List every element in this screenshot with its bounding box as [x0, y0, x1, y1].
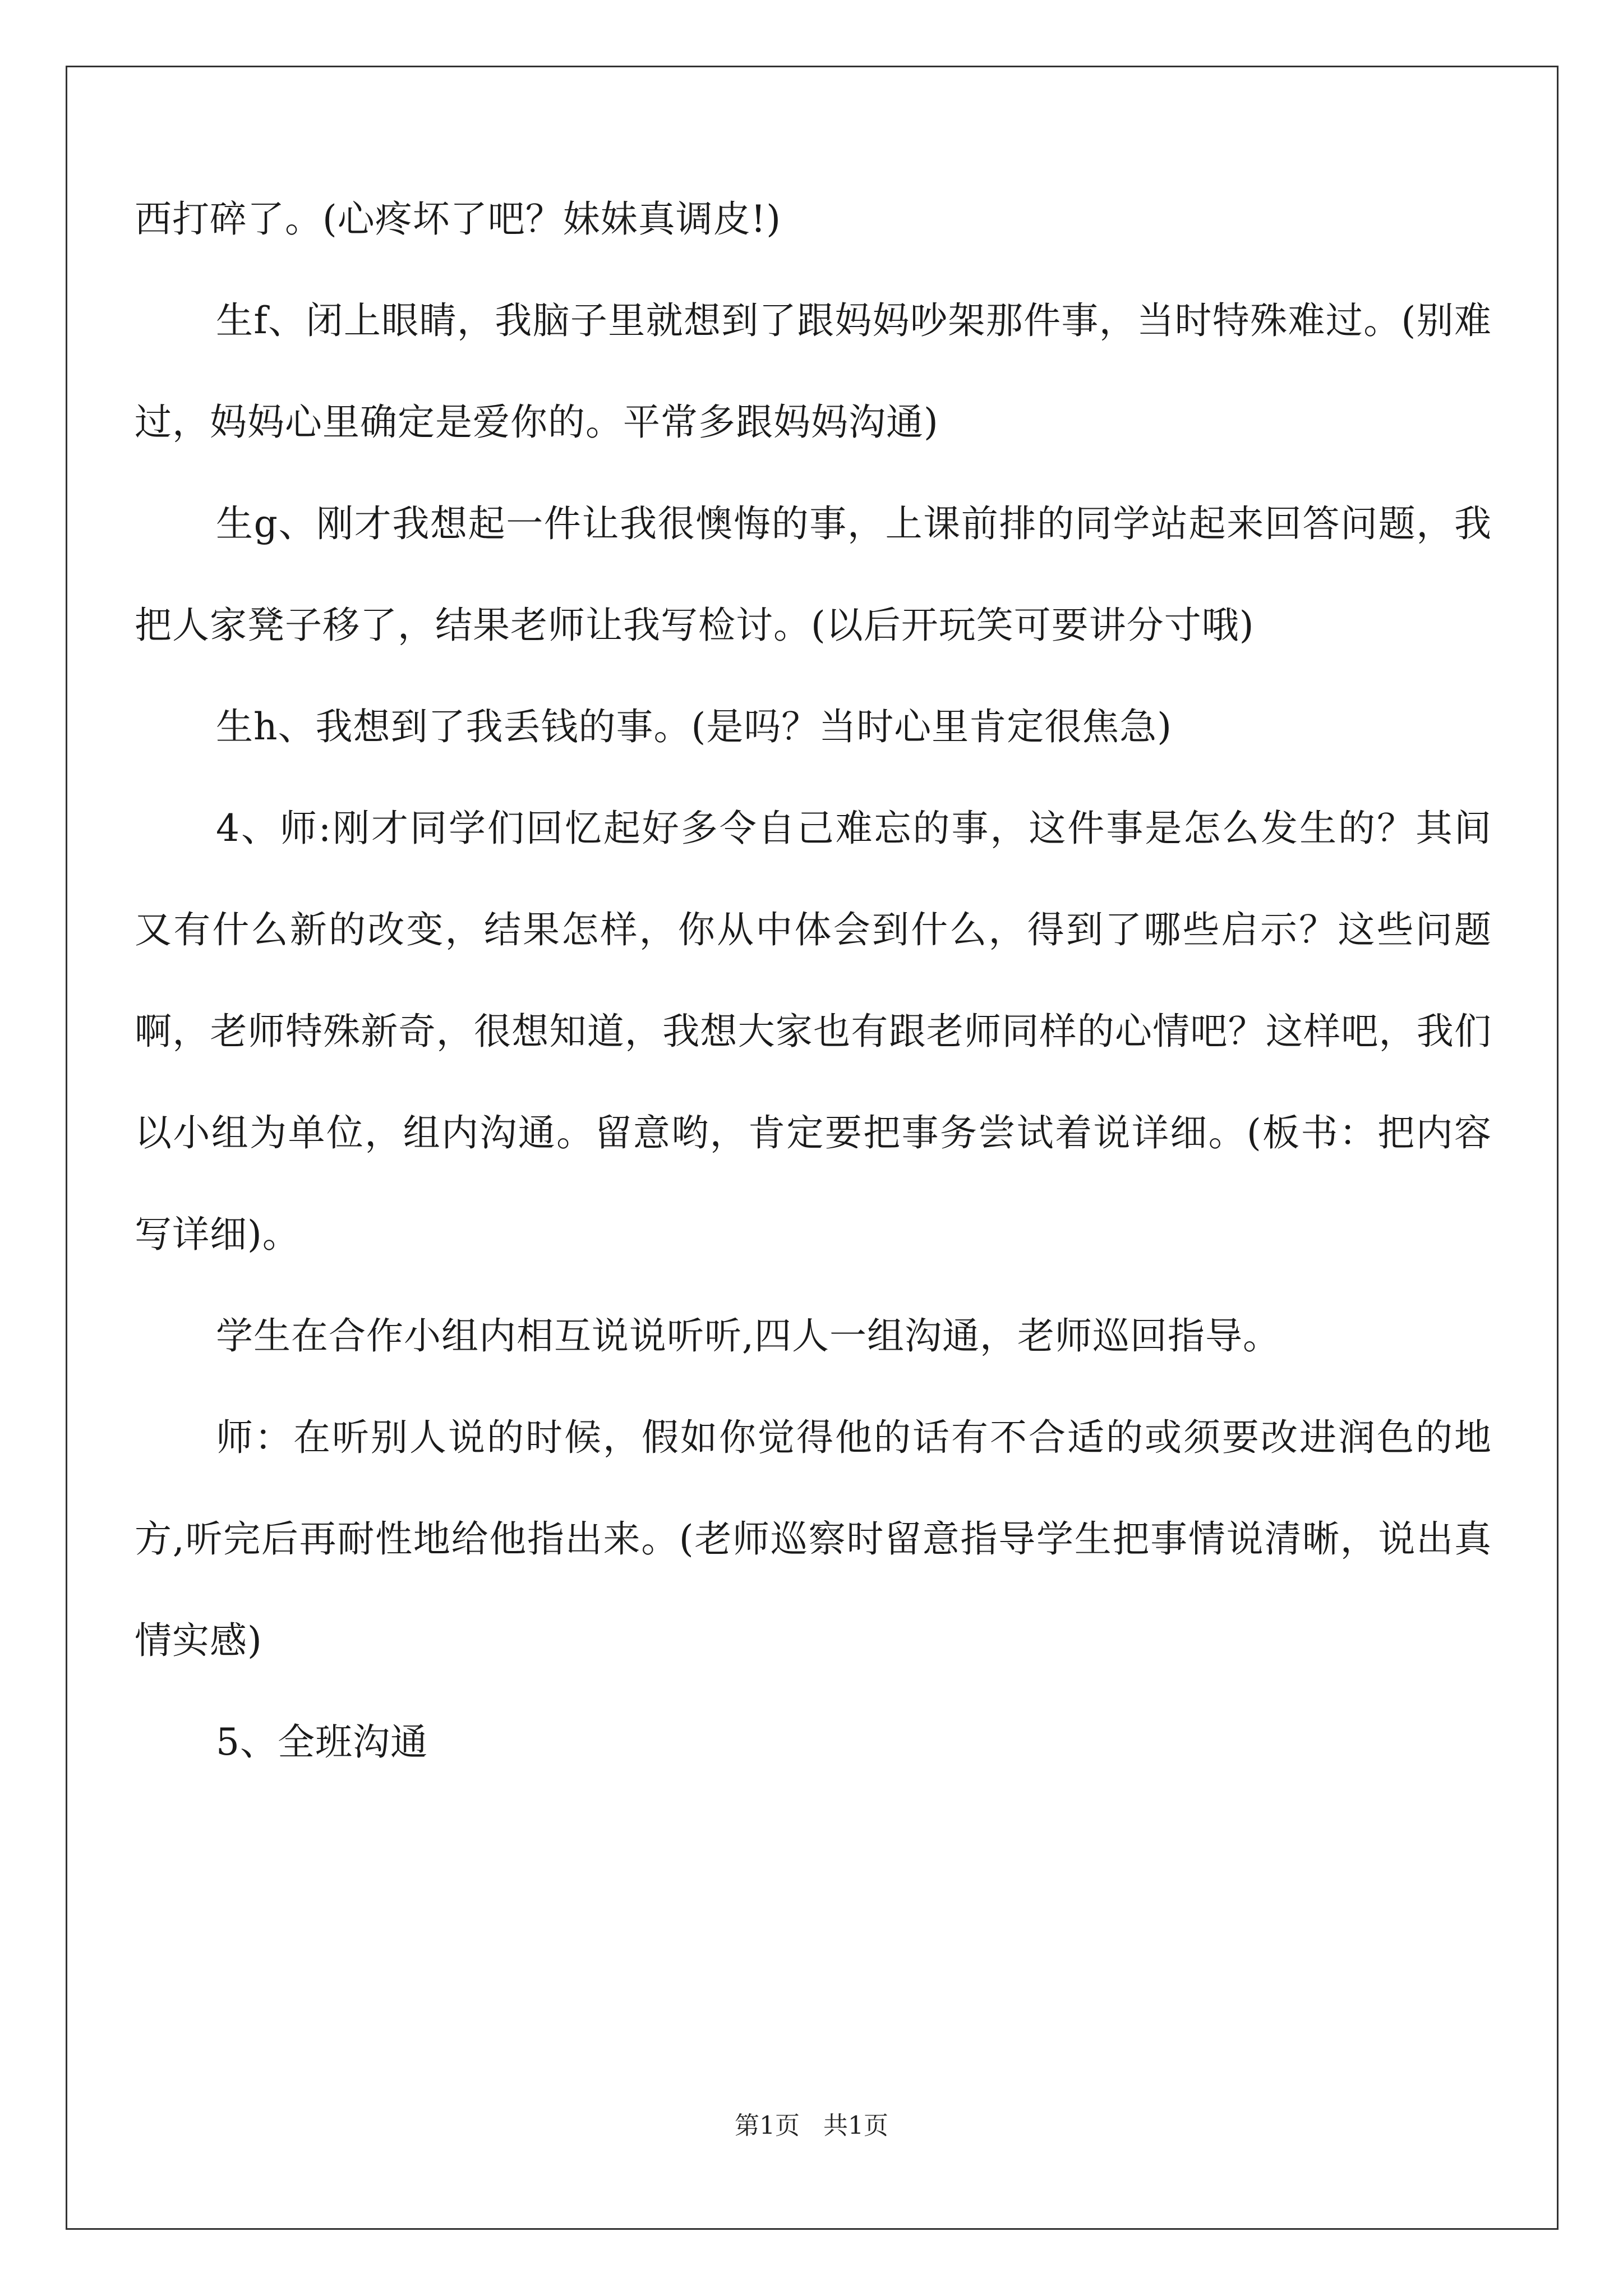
paragraph-3: 生g、刚才我想起一件让我很懊悔的事，上课前排的同学站起来回答问题，我把人家凳子移了，结果老师让我写检讨。(以后开玩笑可要讲分寸哦): [135, 502, 1492, 647]
paragraph-5: 4、师:刚才同学们回忆起好多令自己难忘的事，这件事是怎么发生的？其间又有什么新的改变，结果怎样，你从中体会到什么，得到了哪些启示？这些问题啊，老师特殊新奇，很想知道，我想大家也有跟老师同样的心情吧？这样吧，我们以小组为单位，组内沟通。留意哟，肯定要把事务尝试着说详细。(板书：把内容写详细)。: [135, 807, 1492, 1256]
paragraph-1: 西打碎了。(心疼坏了吧？妹妹真调皮!): [135, 197, 782, 241]
page-number: 第1页: [735, 2111, 800, 2140]
page-footer: [0, 2109, 1623, 2143]
paragraph-8: 5、全班沟通: [216, 1720, 428, 1764]
paragraph-7: 师：在听别人说的时候，假如你觉得他的话有不合适的或须要改进润色的地方,听完后再耐性地给他指出来。(老师巡察时留意指导学生把事情说清晰，说出真情实感): [135, 1416, 1492, 1662]
document-body: [135, 168, 1492, 1793]
paragraph-4: 生h、我想到了我丢钱的事。(是吗？当时心里肯定很焦急): [216, 705, 1173, 748]
page-total: 共1页: [823, 2111, 888, 2140]
paragraph-6: 学生在合作小组内相互说说听听,四人一组沟通，老师巡回指导。: [216, 1314, 1280, 1358]
paragraph-2: 生f、闭上眼睛，我脑子里就想到了跟妈妈吵架那件事，当时特殊难过。(别难过，妈妈心里确定是爱你的。平常多跟妈妈沟通): [135, 299, 1492, 444]
